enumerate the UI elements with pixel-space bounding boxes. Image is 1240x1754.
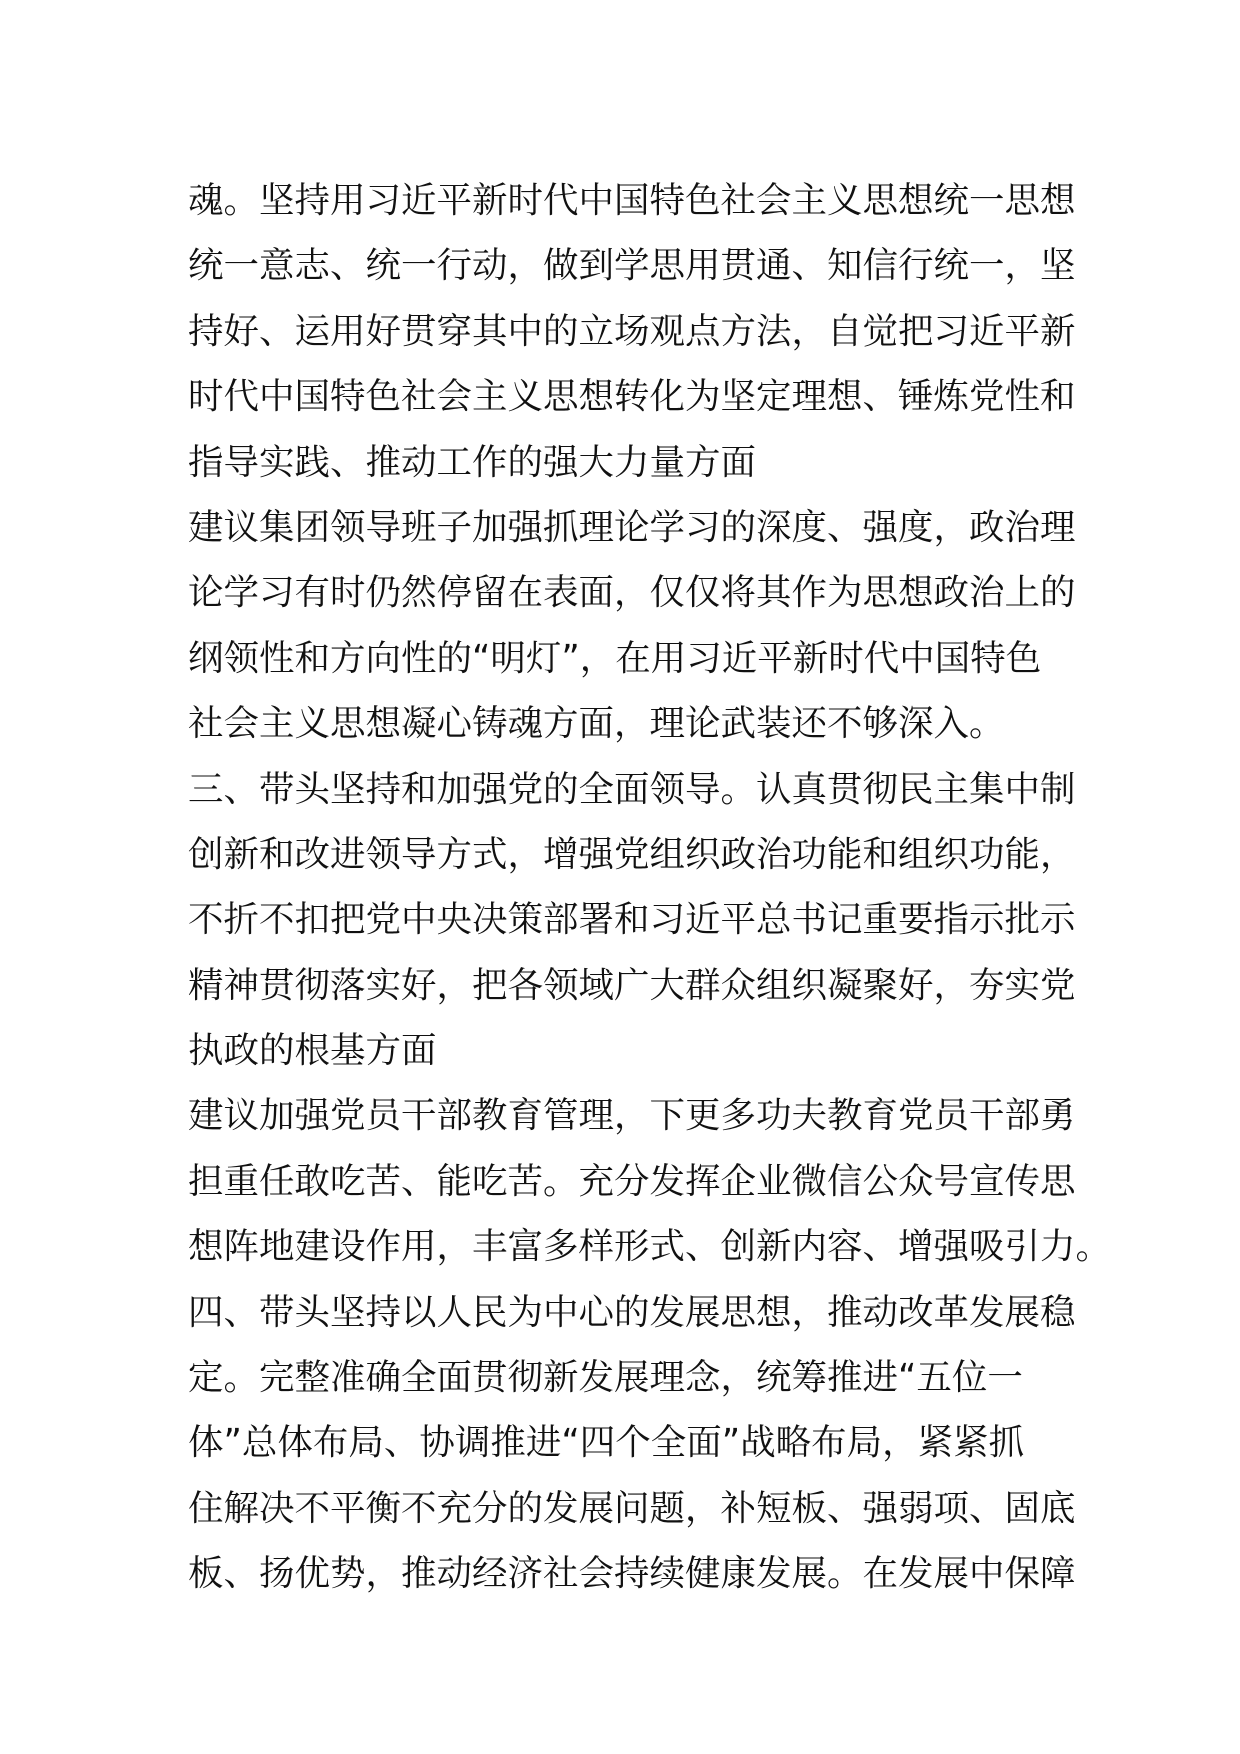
text-line: 社会主义思想凝心铸魂方面，理论武装还不够深入。 xyxy=(188,703,1005,745)
text-line: 不折不扣把党中央决策部署和习近平总书记重要指示批示 xyxy=(188,899,1076,941)
text-line: 想阵地建设作用，丰富多样形式、创新内容、增强吸引力。 xyxy=(188,1226,1112,1268)
text-line: 论学习有时仍然停留在表面，仅仅将其作为思想政治上的 xyxy=(188,572,1076,614)
text-line: 执政的根基方面 xyxy=(188,1030,437,1072)
body-text xyxy=(188,168,1112,1607)
text-line: 时代中国特色社会主义思想转化为坚定理想、锤炼党性和 xyxy=(188,376,1076,418)
text-line: 四、带头坚持以人民为中心的发展思想，推动改革发展稳 xyxy=(188,1291,1076,1333)
text-line: 三、带头坚持和加强党的全面领导。认真贯彻民主集中制 xyxy=(188,768,1076,810)
text-line: 魂。坚持用习近平新时代中国特色社会主义思想统一思想 xyxy=(188,180,1076,221)
text-line: 定。完整准确全面贯彻新发展理念，统筹推进“五位一 xyxy=(188,1357,1023,1399)
text-line: 体”总体布局、协调推进“四个全面”战略布局，紧紧抓 xyxy=(188,1422,1025,1464)
text-line: 精神贯彻落实好，把各领域广大群众组织凝聚好，夯实党 xyxy=(188,964,1076,1006)
text-line: 持好、运用好贯穿其中的立场观点方法，自觉把习近平新 xyxy=(188,310,1076,352)
text-line: 指导实践、推动工作的强大力量方面 xyxy=(188,441,757,483)
text-line: 纲领性和方向性的“明灯”，在用习近平新时代中国特色 xyxy=(188,637,1042,679)
text-line: 创新和改进领导方式，增强党组织政治功能和组织功能， xyxy=(188,833,1076,875)
text-line: 统一意志、统一行动，做到学思用贯通、知信行统一，坚 xyxy=(188,245,1076,287)
text-line: 担重任敢吃苦、能吃苦。充分发挥企业微信公众号宣传思 xyxy=(188,1160,1076,1202)
text-line: 建议集团领导班子加强抓理论学习的深度、强度，政治理 xyxy=(188,506,1076,548)
text-line: 板、扬优势，推动经济社会持续健康发展。在发展中保障 xyxy=(188,1553,1076,1595)
text-line: 建议加强党员干部教育管理，下更多功夫教育党员干部勇 xyxy=(188,1095,1076,1137)
text-line: 住解决不平衡不充分的发展问题，补短板、强弱项、固底 xyxy=(188,1487,1076,1529)
